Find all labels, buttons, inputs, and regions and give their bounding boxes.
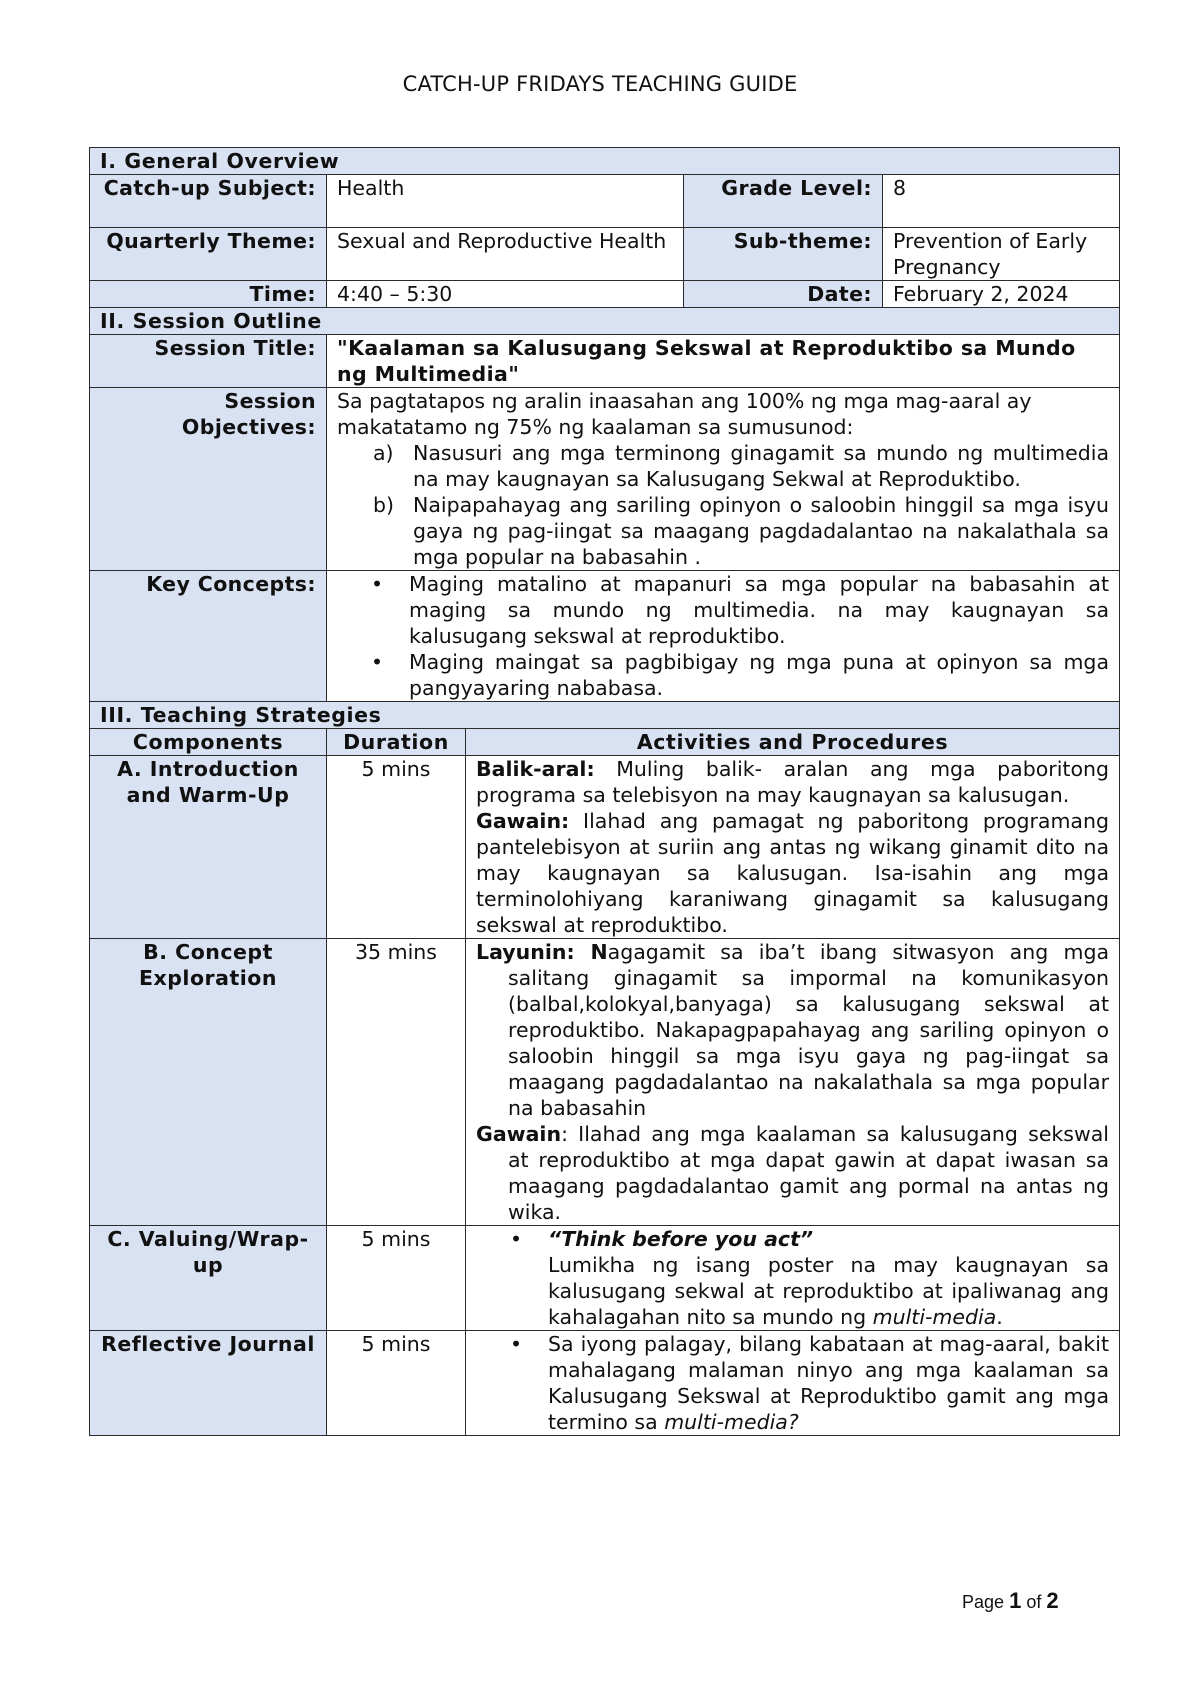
list-item bbox=[337, 571, 1109, 649]
sub-theme-label: Sub-theme: bbox=[684, 228, 883, 281]
bullet-icon: • bbox=[510, 1332, 523, 1356]
list-marker: a) bbox=[373, 441, 394, 465]
activity-text: Sa iyong palagay, bilang kabataan at mag-aaral, bakit mahalagang malaman ninyo ang mga kaalaman sa Kalusugang Sekswal at Reproduktibo gamit ang mga termino sa bbox=[548, 1332, 1110, 1434]
grade-level-value: 8 bbox=[883, 175, 1120, 228]
component-name: B. Concept Exploration bbox=[90, 939, 327, 1226]
key-concepts-row bbox=[90, 571, 1120, 702]
session-title-value: "Kaalaman sa Kalusugang Sekswal at Reproduktibo sa Mundo ng Multimedia" bbox=[327, 335, 1120, 388]
activity-label: Balik-aral: bbox=[476, 757, 595, 781]
component-name: C. Valuing/Wrap-up bbox=[90, 1226, 327, 1331]
session-objectives-label: Session Objectives: bbox=[90, 388, 327, 571]
strategy-row-reflective-journal bbox=[90, 1331, 1120, 1436]
general-overview-header-row bbox=[90, 148, 1120, 175]
strategy-column-header-row bbox=[90, 729, 1120, 756]
bullet-icon: • bbox=[371, 572, 384, 596]
quarterly-theme-value: Sexual and Reproductive Health bbox=[327, 228, 684, 281]
time-value: 4:40 – 5:30 bbox=[327, 281, 684, 308]
list-item bbox=[337, 649, 1109, 701]
activities-cell bbox=[466, 1331, 1120, 1436]
page-number bbox=[962, 1588, 1059, 1614]
duration-value: 5 mins bbox=[327, 1226, 466, 1331]
date-value: February 2, 2024 bbox=[883, 281, 1120, 308]
key-concepts-label: Key Concepts: bbox=[90, 571, 327, 702]
activity-text-end: . bbox=[996, 1305, 1003, 1329]
duration-value: 5 mins bbox=[327, 756, 466, 939]
list-item bbox=[476, 1226, 1109, 1330]
list-item bbox=[337, 492, 1109, 570]
activities-cell bbox=[466, 939, 1120, 1226]
concept-text: Maging maingat sa pagbibigay ng mga puna at opinyon sa mga pangyayaring nababasa. bbox=[409, 650, 1110, 700]
grade-level-label: Grade Level: bbox=[684, 175, 883, 228]
objectives-list bbox=[337, 440, 1109, 570]
teaching-strategies-header-row bbox=[90, 702, 1120, 729]
session-objectives-value bbox=[327, 388, 1120, 571]
strategy-row-introduction bbox=[90, 756, 1120, 939]
session-objectives-row bbox=[90, 388, 1120, 571]
date-label: Date: bbox=[684, 281, 883, 308]
duration-value: 5 mins bbox=[327, 1331, 466, 1436]
subject-label: Catch-up Subject: bbox=[90, 175, 327, 228]
duration-value: 35 mins bbox=[327, 939, 466, 1226]
activity-paragraph bbox=[476, 1121, 1109, 1225]
sub-theme-value: Prevention of Early Pregnancy bbox=[883, 228, 1120, 281]
strategy-row-concept-exploration bbox=[90, 939, 1120, 1226]
list-item bbox=[337, 440, 1109, 492]
duration-column-header: Duration bbox=[327, 729, 466, 756]
quarterly-theme-label: Quarterly Theme: bbox=[90, 228, 327, 281]
activity-text: Lumikha ng isang poster na may kaugnayan sa kalusugang sekwal at reproduktibo at ipaliwanag ang kahalagahan nito sa mundo ng bbox=[548, 1253, 1110, 1329]
activity-body bbox=[548, 1331, 1109, 1435]
activity-text: agagamit sa iba’t ibang sitwasyon ang mga salitang ginagamit sa impormal na komunikasyon (balbal,kolokyal,banyaga) sa kalusugang sekswal at reproduktibo. Nakapagpapahayag ang sariling opinyon o saloobin hinggil sa mga isyu gaya ng pag-iingat sa maagang pagdadalantao na nakalathala sa mga popular na babasahin bbox=[508, 940, 1110, 1120]
list-marker: b) bbox=[373, 493, 395, 517]
theme-row bbox=[90, 228, 1120, 281]
activity-text-italic: multi-media bbox=[872, 1305, 997, 1329]
activities-cell bbox=[466, 1226, 1120, 1331]
activity-label: Layunin: N bbox=[476, 940, 608, 964]
activity-body bbox=[548, 1226, 1109, 1330]
activities-column-header: Activities and Procedures bbox=[466, 729, 1120, 756]
concept-text: Maging matalino at mapanuri sa mga popular na babasahin at maging sa mundo ng multimedia. na may kaugnayan sa kalusugang sekswal at reproduktibo. bbox=[409, 572, 1110, 648]
session-title-label: Session Title: bbox=[90, 335, 327, 388]
activity-text-italic: multi-media? bbox=[664, 1410, 799, 1434]
section-heading: III. Teaching Strategies bbox=[90, 702, 1120, 729]
subject-row bbox=[90, 175, 1120, 228]
component-name: Reflective Journal bbox=[90, 1331, 327, 1436]
objective-text: Nasusuri ang mga terminong ginagamit sa mundo ng multimedia na may kaugnayan sa Kalusugang Sekwal at Reproduktibo. bbox=[413, 441, 1110, 491]
component-name: A. Introduction and Warm-Up bbox=[90, 756, 327, 939]
objective-text: Naipapahayag ang sariling opinyon o saloobin hinggil sa mga isyu gaya ng pag-iingat sa maagang pagdadalantao na nakalathala sa mga popular na babasahin . bbox=[413, 493, 1110, 569]
activity-text: Muling balik- aralan ang mga paboritong programa sa telebisyon na may kaugnayan sa kalusugan. bbox=[476, 757, 1110, 807]
bullet-icon: • bbox=[371, 650, 384, 674]
time-row bbox=[90, 281, 1120, 308]
activity-title: “Think before you act” bbox=[548, 1227, 814, 1251]
components-column-header: Components bbox=[90, 729, 327, 756]
activity-text: Ilahad ang pamagat ng paboritong programang pantelebisyon at suriin ang antas ng wikang ginamit dito na may kaugnayan sa kalusugan. Isa-isahin ang mga terminolohiyang karaniwang ginagamit sa kalusugang sekswal at reproduktibo. bbox=[476, 809, 1110, 937]
key-concepts-list bbox=[337, 571, 1109, 701]
section-heading: I. General Overview bbox=[90, 148, 1120, 175]
list-item bbox=[476, 1331, 1109, 1435]
activity-paragraph bbox=[476, 808, 1109, 938]
bullet-icon: • bbox=[510, 1227, 523, 1251]
activity-label: Gawain: bbox=[476, 809, 570, 833]
activity-paragraph bbox=[476, 756, 1109, 808]
objectives-intro: Sa pagtatapos ng aralin inaasahan ang 100% ng mga mag-aaral ay makatatamo ng 75% ng kaalaman sa sumusunod: bbox=[337, 389, 1032, 439]
document-title: CATCH-UP FRIDAYS TEACHING GUIDE bbox=[402, 72, 798, 96]
key-concepts-value bbox=[327, 571, 1120, 702]
strategy-row-valuing bbox=[90, 1226, 1120, 1331]
page-word: Page bbox=[962, 1592, 1005, 1612]
activity-label: Gawain bbox=[476, 1122, 562, 1146]
session-title-row bbox=[90, 335, 1120, 388]
activity-list bbox=[476, 1331, 1109, 1435]
activity-paragraph bbox=[476, 939, 1109, 1121]
time-label: Time: bbox=[90, 281, 327, 308]
teaching-guide-table bbox=[89, 147, 1120, 1436]
activity-text: : Ilahad ang mga kaalaman sa kalusugang sekswal at reproduktibo at mga dapat gawin at dapat iwasan sa maagang pagdadalantao gamit ang pormal na antas ng wika. bbox=[508, 1122, 1110, 1224]
of-word: of bbox=[1026, 1592, 1042, 1612]
total-pages: 2 bbox=[1046, 1588, 1059, 1613]
activities-cell bbox=[466, 756, 1120, 939]
current-page: 1 bbox=[1009, 1588, 1022, 1613]
session-outline-header-row bbox=[90, 308, 1120, 335]
activity-list bbox=[476, 1226, 1109, 1330]
subject-value: Health bbox=[327, 175, 684, 228]
section-heading: II. Session Outline bbox=[90, 308, 1120, 335]
